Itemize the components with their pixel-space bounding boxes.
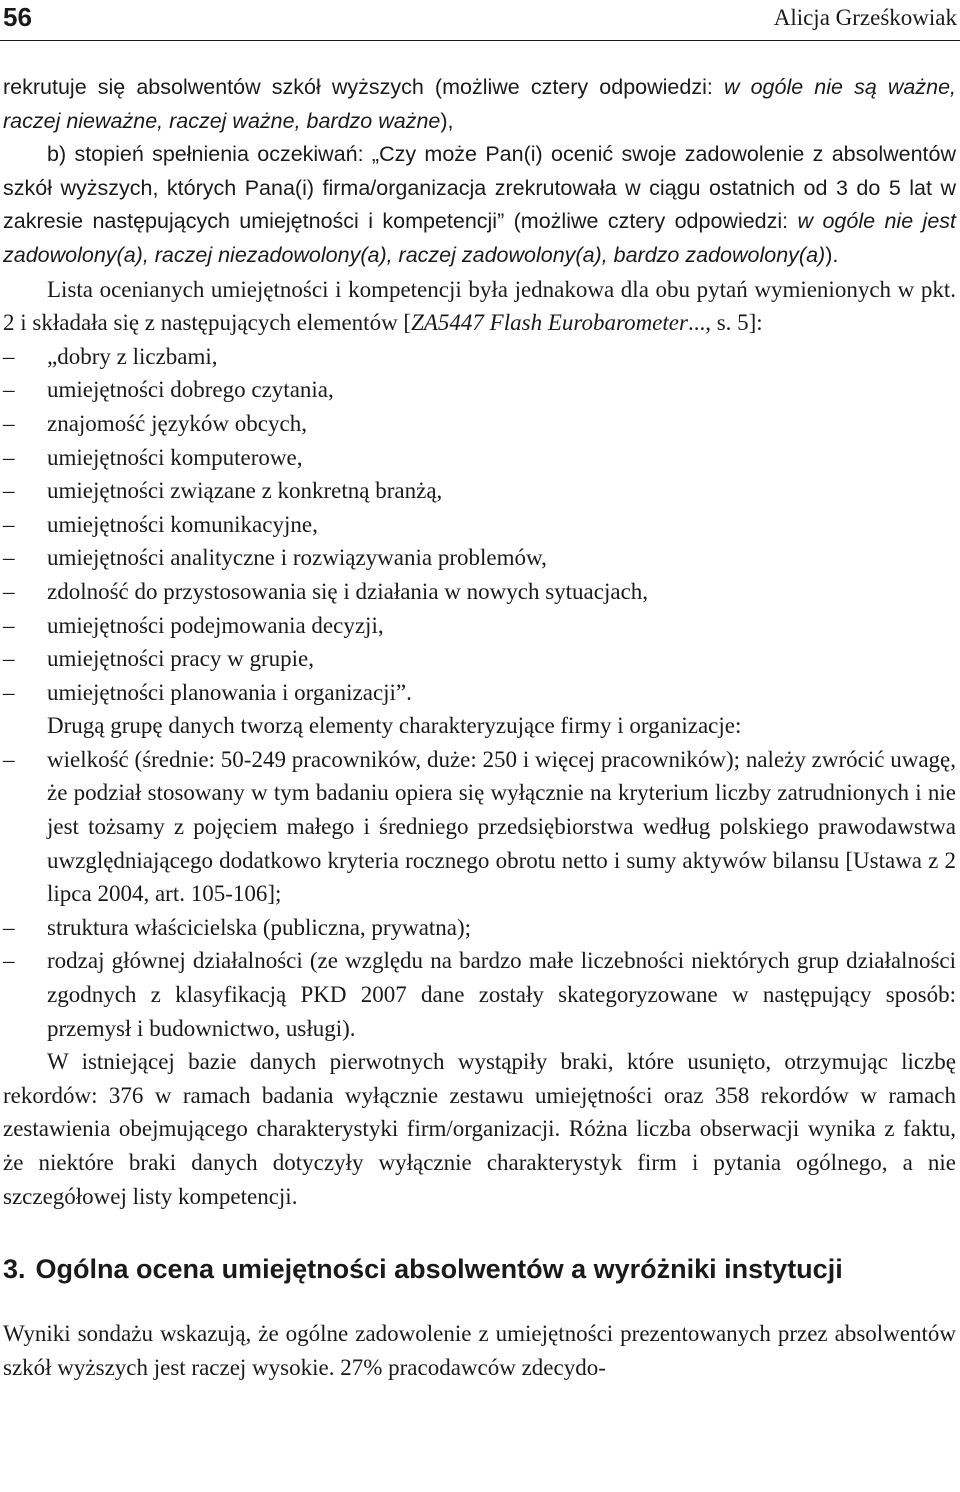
page-number: 56 (3, 2, 32, 32)
paragraph-results: Wyniki sondażu wskazują, że ogólne zadowolenie z umiejętności prezentowanych przez absolwentów szkół wyższych jest raczej wysokie. 27% pracodawców zdecydo- (3, 1321, 956, 1380)
list-item: – umiejętności podejmowania decyzji, (3, 609, 956, 643)
paragraph-skills-intro (3, 273, 956, 340)
list-item: – umiejętności komunikacyjne, (3, 508, 956, 542)
list-item: – umiejętności pracy w grupie, (3, 642, 956, 676)
italic-text-run: ZA5447 Flash Eurobarometer (411, 310, 688, 336)
text-run: b) stopień spełnienia oczekiwań: „Czy może Pan(i) ocenić swoje zadowolenie z absolwentów szkół wyższych, których Pana(i) firma/organizacja zrekrutowała w ciągu ostatnich od 3 do 5 lat w zakresie następujących umiejętności i kompetencji” (możliwe cztery odpowiedzi: (3, 142, 956, 234)
section-heading (3, 1251, 956, 1287)
list-item: – umiejętności dobrego czytania, (3, 373, 956, 407)
text-run: ), (440, 108, 454, 133)
skills-list (3, 340, 956, 710)
list-item: – „dobry z liczbami, (3, 340, 956, 374)
list-item: – umiejętności planowania i organizacji”. (3, 676, 956, 710)
paragraph-second-group: Drugą grupę danych tworzą elementy charakteryzujące firmy i organizacje: (47, 713, 742, 739)
italic-text-run: w ogóle nie są ważne, raczej nieważne, raczej ważne, bardzo ważne (3, 75, 957, 133)
list-item: – umiejętności związane z konkretną branżą, (3, 474, 956, 508)
list-item: – struktura właścicielska (publiczna, prywatna); (3, 911, 956, 945)
paragraph-question-b (3, 138, 956, 272)
list-item: – zdolność do przystosowania się i działania w nowych sytuacjach, (3, 575, 956, 609)
text-run: rekrutuje się absolwentów szkół wyższych (możliwe cztery odpowiedzi: (3, 75, 724, 99)
text-run: ..., s. 5]: (687, 310, 763, 336)
italic-text-run: w ogóle nie jest zadowolony(a), raczej niezadowolony(a), raczej zadowolony(a), bardzo zadowolony(a) (3, 209, 956, 267)
list-item: – wielkość (średnie: 50-249 pracowników, duże: 250 i więcej pracowników); należy zwrócić uwagę, że podział stosowany w tym badaniu opiera się wyłącznie na kryterium liczby zatrudnionych i nie jest tożsamy z pojęciem małego i średniego przedsiębiorstwa według polskiego prawodawstwa uwzględniającego dodatkowo kryteria rocznego obrotu netto i sumy aktywów bilansu [Ustawa z 2 lipca 2004, art. 105-106]; (3, 743, 956, 911)
page-body (3, 71, 956, 1384)
running-head-author: Alicja Grześkowiak (773, 5, 957, 30)
text-run: Lista ocenianych umiejętności i kompetencji była jednakowa dla obu pytań wymienionych w pkt. 2 i składała się z następujących elementów [ (3, 276, 956, 336)
paragraph-missing-data: W istniejącej bazie danych pierwotnych wystąpiły braki, które usunięto, otrzymując liczbę rekordów: 376 w ramach badania wyłącznie zestawu umiejętności oraz 358 rekordów w ramach zestawienia obejmującego charakterystyki firm/organizacji. Różna liczba obserwacji wynika z faktu, że niektóre braki danych dotyczyły wyłącznie charakterystyk firm i pytania ogólnego, a nie szczegółowej listy kompetencji. (3, 1049, 956, 1209)
characteristics-list (3, 743, 956, 1045)
section-title: Ogólna ocena umiejętności absolwentów a wyróżniki instytucji (35, 1254, 843, 1285)
section-number: 3. (3, 1254, 26, 1285)
list-item: – umiejętności analityczne i rozwiązywania problemów, (3, 541, 956, 575)
text-run: ). (825, 242, 839, 267)
list-item: – znajomość języków obcych, (3, 407, 956, 441)
list-item: – umiejętności komputerowe, (3, 441, 956, 475)
list-item: – rodzaj głównej działalności (ze względu na bardzo małe liczebności niektórych grup działalności zgodnych z klasyfikacją PKD 2007 dane zostały skategoryzowane w następujący sposób: przemysł i budownictwo, usługi). (3, 944, 956, 1045)
paragraph-continued (3, 71, 956, 138)
page-header (0, 0, 960, 41)
